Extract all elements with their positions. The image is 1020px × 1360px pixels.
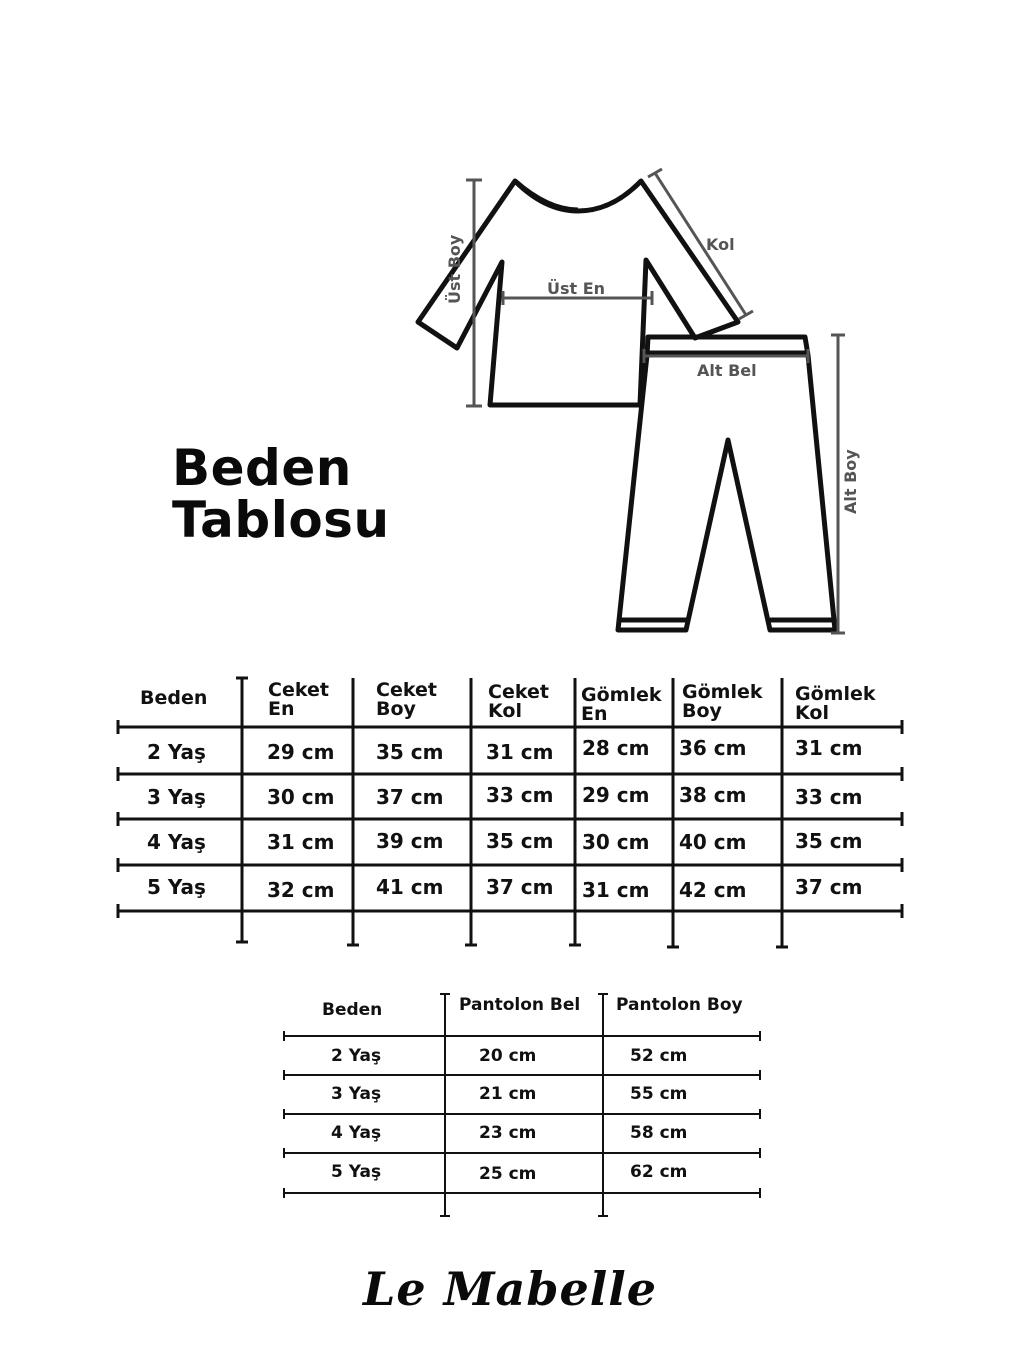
table-cell: 37 cm xyxy=(795,875,863,899)
label-kol: Kol xyxy=(706,235,735,254)
page-title xyxy=(172,439,390,549)
table-cell: 37 cm xyxy=(376,785,444,809)
table-cell: 52 cm xyxy=(630,1046,688,1066)
label-alt-boy: Alt Boy xyxy=(841,449,860,514)
table-cell: 3 Yaş xyxy=(147,785,206,809)
table-cell: 31 cm xyxy=(267,830,335,854)
table-cell: 5 Yaş xyxy=(331,1162,382,1182)
table-cell: 4 Yaş xyxy=(147,830,206,854)
table-cell: 36 cm xyxy=(679,736,747,760)
table-cell: 32 cm xyxy=(267,878,335,902)
brand-logo: Le Mabelle xyxy=(363,1262,657,1316)
header-pantolon-bel: Pantolon Bel xyxy=(459,995,581,1015)
table-cell: 31 cm xyxy=(582,878,650,902)
table-cell: 5 Yaş xyxy=(147,875,206,899)
table-cell: 35 cm xyxy=(795,829,863,853)
header-gomlek-en: Gömlek En xyxy=(581,684,662,725)
header-gomlek-boy: Gömlek Boy xyxy=(682,681,763,722)
header-ceket-en: Ceket En xyxy=(268,679,329,720)
table-cell: 2 Yaş xyxy=(331,1046,382,1066)
label-ust-en: Üst En xyxy=(547,279,606,298)
table-cell: 58 cm xyxy=(630,1123,688,1143)
table-cell: 28 cm xyxy=(582,736,650,760)
table-cell: 33 cm xyxy=(486,783,554,807)
table-cell: 37 cm xyxy=(486,875,554,899)
header-beden: Beden xyxy=(322,1000,383,1020)
header-ceket-kol: Ceket Kol xyxy=(488,681,549,722)
measure-lines xyxy=(466,169,845,633)
table-cell: 62 cm xyxy=(630,1162,688,1182)
table-cell: 41 cm xyxy=(376,875,444,899)
table-cell: 35 cm xyxy=(376,740,444,764)
table-cell: 31 cm xyxy=(795,736,863,760)
table-cell: 30 cm xyxy=(582,830,650,854)
header-gomlek-kol: Gömlek Kol xyxy=(795,683,876,724)
header-ceket-boy: Ceket Boy xyxy=(376,679,437,720)
table-cell: 25 cm xyxy=(479,1164,537,1184)
table-cell: 40 cm xyxy=(679,830,747,854)
page-title-line1: Beden xyxy=(172,439,352,497)
table-cell: 21 cm xyxy=(479,1084,537,1104)
table-cell: 20 cm xyxy=(479,1046,537,1066)
table-cell: 4 Yaş xyxy=(331,1123,382,1143)
table-cell: 3 Yaş xyxy=(331,1084,382,1104)
table-cell: 29 cm xyxy=(582,783,650,807)
table-cell: 42 cm xyxy=(679,878,747,902)
table-cell: 2 Yaş xyxy=(147,740,206,764)
table-cell: 33 cm xyxy=(795,785,863,809)
table-cell: 35 cm xyxy=(486,829,554,853)
label-ust-boy: Üst Boy xyxy=(445,234,464,304)
page-title-line2: Tablosu xyxy=(172,491,390,549)
header-beden: Beden xyxy=(140,687,208,709)
label-alt-bel: Alt Bel xyxy=(697,361,757,380)
table-cell: 31 cm xyxy=(486,740,554,764)
pants-outline xyxy=(618,337,835,630)
table-cell: 23 cm xyxy=(479,1123,537,1143)
table-cell: 38 cm xyxy=(679,783,747,807)
table-cell: 30 cm xyxy=(267,785,335,809)
header-pantolon-boy: Pantolon Boy xyxy=(616,995,743,1015)
table-cell: 55 cm xyxy=(630,1084,688,1104)
table-cell: 39 cm xyxy=(376,829,444,853)
table-cell: 29 cm xyxy=(267,740,335,764)
